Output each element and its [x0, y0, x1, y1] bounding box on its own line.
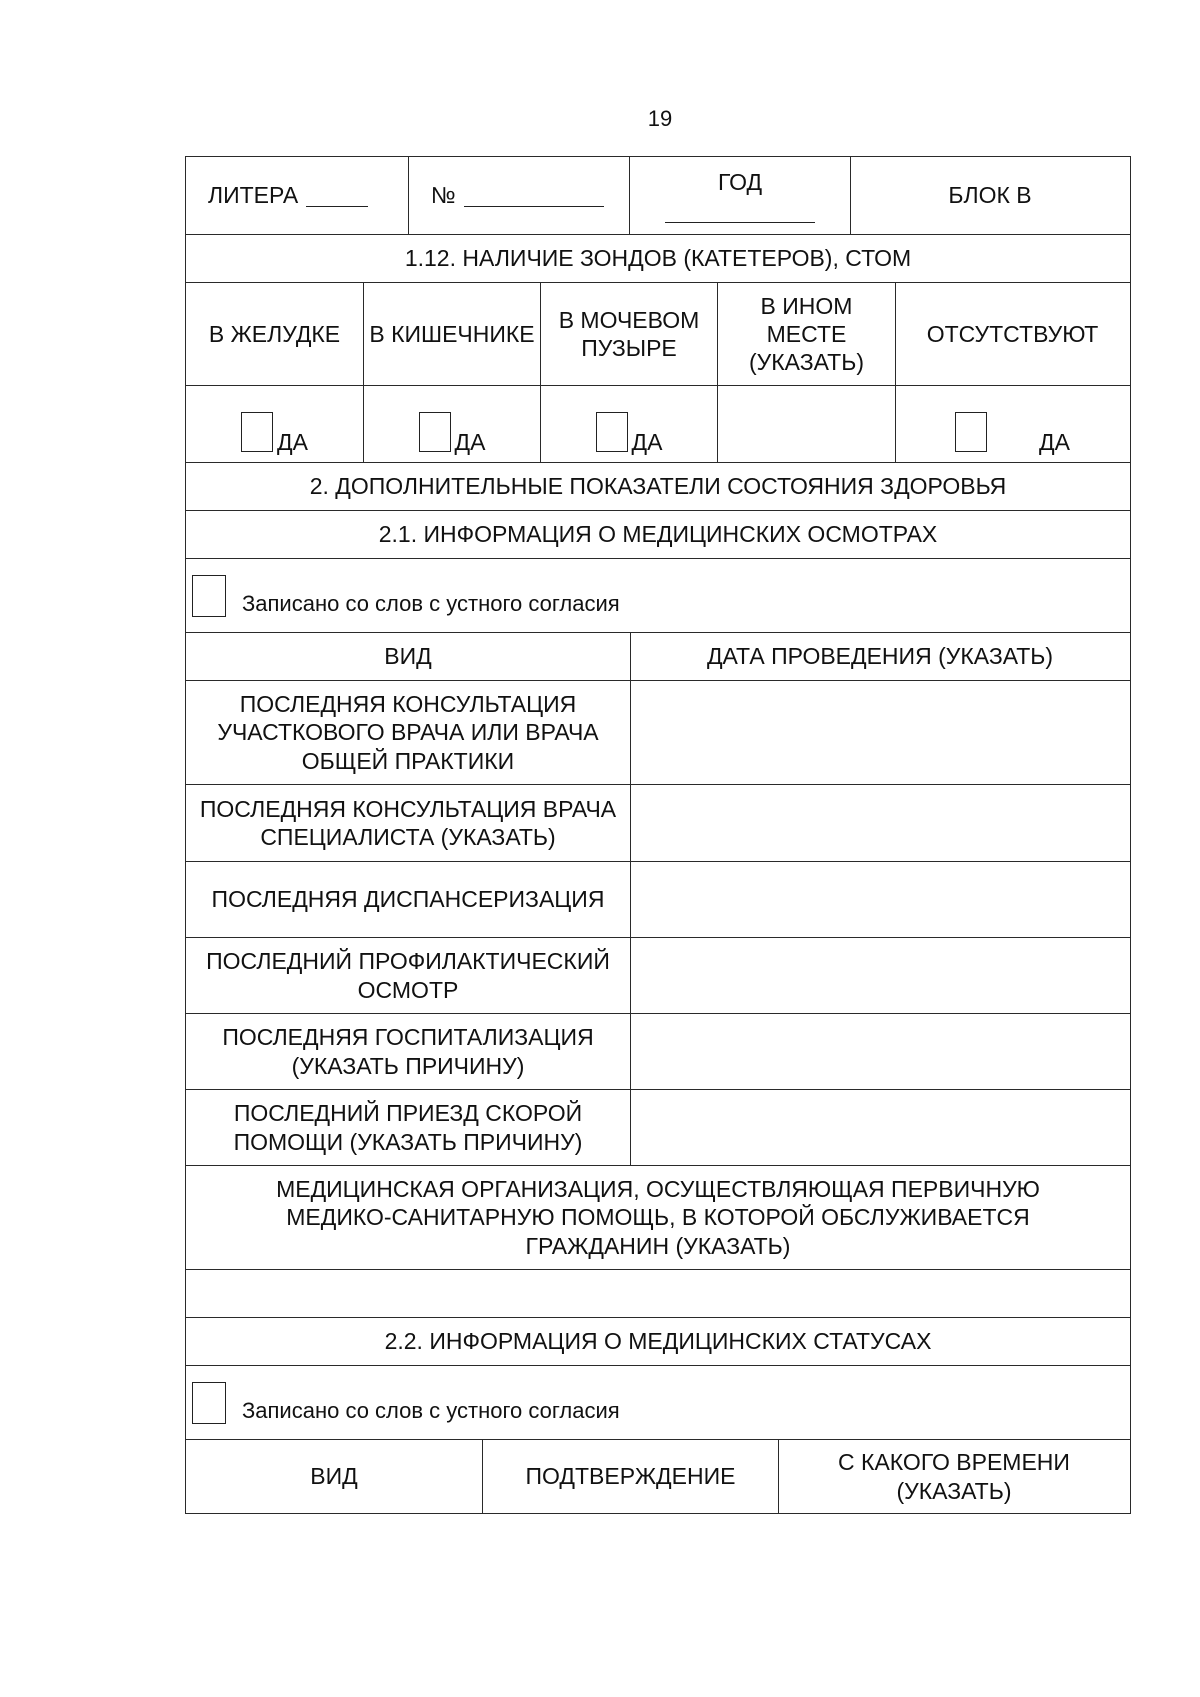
exam-type-preventive-exam: ПОСЛЕДНИЙ ПРОФИЛАКТИЧЕСКИЙ ОСМОТР — [206, 948, 610, 1003]
col-intestine: В КИШЕЧНИКЕ — [363, 283, 540, 385]
section-1-12-title-row — [186, 234, 1130, 282]
section-2-2-title-row — [186, 1317, 1130, 1365]
bladder-yes-label: ДА — [631, 428, 663, 455]
header-row — [186, 157, 1130, 234]
table-row — [186, 1013, 1130, 1089]
number-cell — [408, 157, 629, 234]
exam-date-field[interactable] — [630, 785, 1129, 861]
section-2-1-title: 2.1. ИНФОРМАЦИЯ О МЕДИЦИНСКИХ ОСМОТРАХ — [378, 521, 938, 548]
health-form-table — [185, 156, 1131, 1514]
col-exam-type: ВИД — [384, 643, 432, 670]
col-stomach: В ЖЕЛУДКЕ — [208, 320, 341, 347]
litera-field[interactable] — [306, 184, 368, 207]
section-2-1-consent-row — [186, 558, 1130, 632]
stomach-yes-checkbox[interactable] — [241, 412, 273, 452]
exam-type-hospitalization: ПОСЛЕДНЯЯ ГОСПИТАЛИЗАЦИЯ (УКАЗАТЬ ПРИЧИНУ) — [222, 1024, 594, 1079]
col-status-confirmation: ПОДТВЕРЖДЕНИЕ — [482, 1440, 778, 1513]
block-label: БЛОК В — [948, 182, 1032, 209]
intestine-yes-cell — [363, 386, 540, 462]
col-exam-date: ДАТА ПРОВЕДЕНИЯ (УКАЗАТЬ) — [630, 633, 1129, 680]
litera-label: ЛИТЕРА — [208, 182, 299, 209]
section-2-1-consent-cell — [186, 559, 1130, 632]
exam-type-gp-consultation: ПОСЛЕДНЯЯ КОНСУЛЬТАЦИЯ УЧАСТКОВОГО ВРАЧА ИЛИ ВРАЧА ОБЩЕЙ ПРАКТИКИ — [217, 691, 599, 774]
exam-type-specialist-consultation: ПОСЛЕДНЯЯ КОНСУЛЬТАЦИЯ ВРАЧА СПЕЦИАЛИСТА (УКАЗАТЬ) — [199, 795, 617, 850]
section-2-2-header-row — [186, 1439, 1130, 1513]
block-cell — [850, 157, 1129, 234]
table-row — [186, 680, 1130, 784]
organization-input-row — [186, 1269, 1130, 1317]
organization-field[interactable] — [186, 1270, 1130, 1317]
section-2-1-header-row — [186, 632, 1130, 680]
exam-date-field[interactable] — [630, 1014, 1129, 1089]
section-2-1-consent-text: Записано со слов с устного согласия — [242, 591, 620, 617]
year-label: ГОД — [717, 168, 763, 195]
section-2-2-consent-cell — [186, 1366, 1130, 1439]
number-field[interactable] — [464, 184, 604, 207]
section-2-2-title: 2.2. ИНФОРМАЦИЯ О МЕДИЦИНСКИХ СТАТУСАХ — [384, 1328, 932, 1355]
exam-date-field[interactable] — [630, 938, 1129, 1013]
section-2-title-row — [186, 462, 1130, 510]
section-2-2-consent-row — [186, 1365, 1130, 1439]
absent-yes-cell — [895, 386, 1129, 462]
intestine-yes-label: ДА — [454, 428, 486, 455]
section-2-2-consent-checkbox[interactable] — [192, 1382, 226, 1424]
section-1-12-checkbox-row — [186, 385, 1130, 462]
section-1-12-header-row — [186, 282, 1130, 385]
absent-yes-checkbox[interactable] — [955, 412, 987, 452]
other-place-field[interactable] — [717, 386, 895, 462]
table-row — [186, 1089, 1130, 1165]
stomach-yes-label: ДА — [277, 428, 308, 455]
table-row — [186, 784, 1130, 861]
section-2-title: 2. ДОПОЛНИТЕЛЬНЫЕ ПОКАЗАТЕЛИ СОСТОЯНИЯ ЗДОРОВЬЯ — [309, 473, 1007, 500]
organization-label-row — [186, 1165, 1130, 1269]
year-field[interactable] — [665, 200, 815, 223]
col-absent: ОТСУТСТВУЮТ — [895, 283, 1129, 385]
exam-type-ambulance: ПОСЛЕДНИЙ ПРИЕЗД СКОРОЙ ПОМОЩИ (УКАЗАТЬ ПРИЧИНУ) — [233, 1100, 583, 1155]
col-other-place: В ИНОМ МЕСТЕ (УКАЗАТЬ) — [717, 283, 895, 385]
col-status-type: ВИД — [310, 1463, 358, 1490]
bladder-yes-checkbox[interactable] — [596, 412, 628, 452]
number-label: № — [431, 182, 456, 209]
page-number: 19 — [647, 106, 673, 131]
section-2-2-consent-text: Записано со слов с устного согласия — [242, 1398, 620, 1424]
section-1-12-title: 1.12. НАЛИЧИЕ ЗОНДОВ (КАТЕТЕРОВ), СТОМ — [404, 245, 912, 272]
stomach-yes-cell — [186, 386, 363, 462]
year-cell — [629, 157, 850, 234]
exam-type-dispensarization: ПОСЛЕДНЯЯ ДИСПАНСЕРИЗАЦИЯ — [211, 886, 605, 913]
section-2-1-consent-checkbox[interactable] — [192, 575, 226, 617]
col-status-since: С КАКОГО ВРЕМЕНИ (УКАЗАТЬ) — [778, 1440, 1129, 1513]
organization-label: МЕДИЦИНСКАЯ ОРГАНИЗАЦИЯ, ОСУЩЕСТВЛЯЮЩАЯ ПЕРВИЧНУЮ МЕДИКО-САНИТАРНУЮ ПОМОЩЬ, В КОТОРОЙ ОБСЛУЖИВАЕТСЯ ГРАЖДАНИН (УКАЗАТЬ) — [276, 1176, 1040, 1259]
exam-date-field[interactable] — [630, 681, 1129, 784]
litera-cell — [186, 157, 408, 234]
bladder-yes-cell — [540, 386, 717, 462]
exam-date-field[interactable] — [630, 862, 1129, 937]
exam-date-field[interactable] — [630, 1090, 1129, 1165]
col-bladder: В МОЧЕВОМ ПУЗЫРЕ — [540, 283, 717, 385]
intestine-yes-checkbox[interactable] — [419, 412, 451, 452]
table-row — [186, 937, 1130, 1013]
absent-yes-label: ДА — [1039, 428, 1070, 455]
section-2-1-title-row — [186, 510, 1130, 558]
table-row — [186, 861, 1130, 937]
